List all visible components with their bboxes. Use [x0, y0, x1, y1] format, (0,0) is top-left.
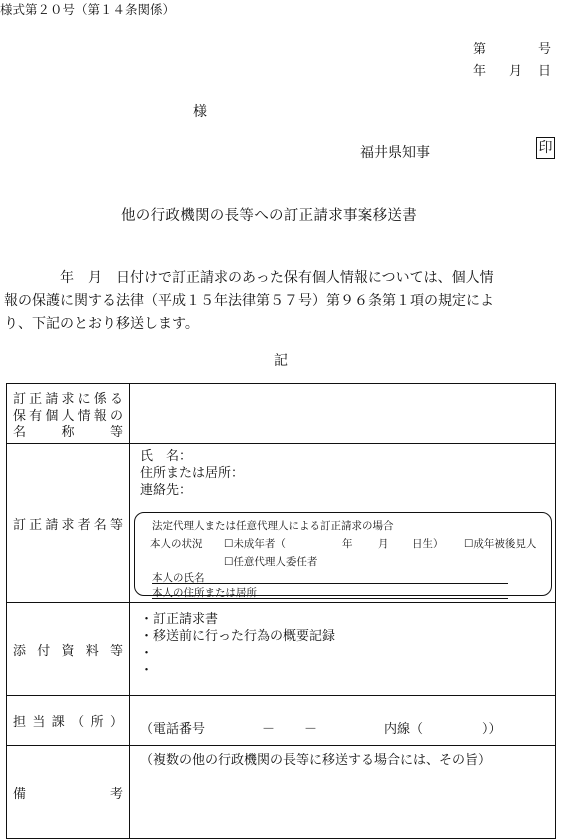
value-department — [130, 696, 556, 746]
extension-label: 内線（ — [384, 722, 424, 737]
body-text-line-2: 報の保護に関する法律（平成１５年法律第５７号）第９６条第１項の規定によ — [4, 293, 494, 309]
attachment-item: ・訂正請求書 — [140, 612, 219, 627]
ki-heading: 記 — [274, 353, 288, 369]
addressee-suffix: 様 — [193, 104, 207, 120]
document-title: 他の行政機関の長等への訂正請求事案移送書 — [121, 208, 417, 224]
attachment-item: ・移送前に行った行為の概要記録 — [140, 629, 336, 644]
value-information-name — [130, 384, 556, 444]
attachment-item: ・ — [140, 663, 154, 678]
agent-request-header: 法定代理人または任意代理人による訂正請求の場合 — [152, 520, 394, 532]
body-text-line-1: 年 月 日付けで訂正請求のあった保有個人情報については、個人情 — [60, 270, 494, 286]
principal-address-field[interactable] — [152, 585, 508, 599]
checkbox-adult-ward[interactable]: ☐成年被後見人 — [464, 538, 537, 550]
label-attachments: 添 付 資 料 等 — [7, 603, 130, 696]
checkbox-voluntary-agent-principal[interactable]: ☐任意代理人委任者 — [224, 556, 318, 568]
phone-dash: － — [304, 722, 318, 737]
body-text-line-3: り、下記のとおり移送します。 — [4, 316, 199, 332]
row-attachments — [7, 603, 556, 696]
extension-close: ）） — [482, 722, 502, 737]
phone-dash: － — [262, 722, 276, 737]
seal-mark: 印 — [536, 137, 555, 159]
requester-address-label: 住所または居所： — [140, 466, 245, 481]
label-department: 担 当 課 （ 所 ） — [7, 696, 130, 746]
document-number-prefix: 第 — [473, 42, 487, 57]
row-remarks — [7, 746, 556, 839]
minor-birth-month-label: 月 — [378, 538, 389, 550]
row-requester — [7, 444, 556, 603]
row-information-name — [7, 384, 556, 444]
checkbox-minor[interactable]: ☐未成年者（ — [224, 538, 286, 550]
date-year-label: 年 — [473, 64, 487, 79]
phone-label: （電話番号 — [140, 722, 206, 737]
date-day-label: 日 — [538, 64, 552, 79]
transfer-details-table — [6, 383, 556, 839]
principal-name-label: 本人の氏名 — [152, 572, 205, 584]
form-number: 様式第２０号（第１４条関係） — [0, 2, 176, 17]
principal-name-field[interactable] — [152, 570, 508, 584]
remarks-note: （複数の他の行政機関の長等に移送する場合には、その旨） — [140, 753, 492, 768]
principal-address-label: 本人の住所または居所 — [152, 587, 257, 599]
minor-birth-year-label: 年 — [342, 538, 353, 550]
minor-birth-day-label: 日生） — [412, 538, 444, 550]
label-remarks: 備 考 — [7, 746, 130, 839]
sender-name: 福井県知事 — [360, 145, 430, 161]
label-requester: 訂 正 請 求 者 名 等 — [7, 444, 130, 603]
row-department — [7, 696, 556, 746]
requester-contact-label: 連絡先： — [140, 483, 193, 498]
date-month-label: 月 — [509, 64, 523, 79]
requester-name-label: 氏 名： — [140, 449, 193, 464]
value-remarks — [130, 746, 556, 839]
principal-status-label: 本人の状況 — [150, 538, 203, 550]
document-number-suffix: 号 — [538, 42, 552, 57]
attachment-item: ・ — [140, 646, 154, 661]
label-information-name: 訂 正 請 求 に 係 る 保 有 個 人 情 報 の 名 称 等 — [7, 384, 130, 444]
value-requester — [130, 444, 556, 603]
value-attachments — [130, 603, 556, 696]
